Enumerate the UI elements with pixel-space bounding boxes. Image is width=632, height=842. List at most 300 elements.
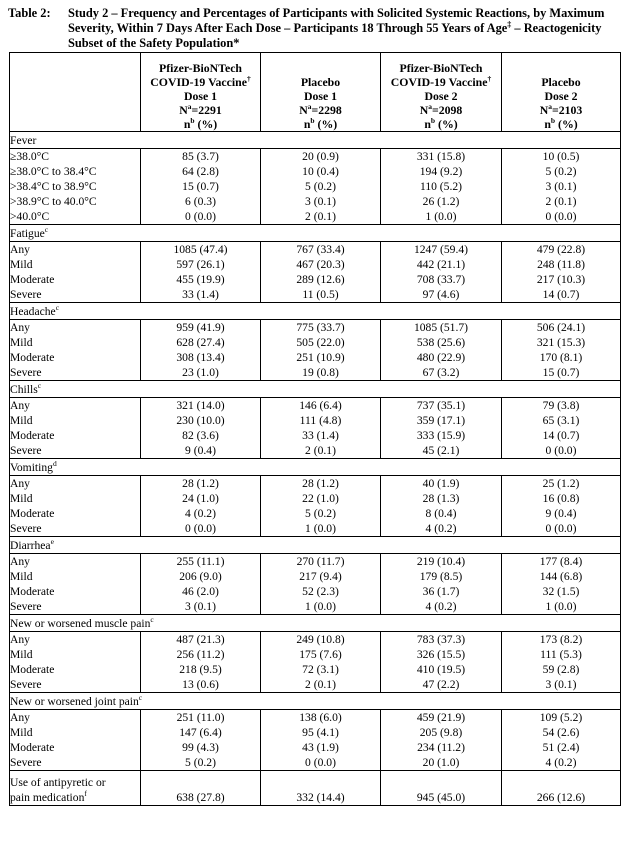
value-cell: 359 (17.1) (381, 413, 502, 428)
section-title (10, 132, 621, 149)
table-row (10, 725, 621, 740)
row-label: Mild (10, 569, 141, 584)
column-header (381, 53, 502, 132)
header-dose: Dose 2 (544, 89, 578, 103)
antipyretic-label-line1: Use of antipyretic or (10, 776, 106, 789)
value-cell: 4 (0.2) (381, 599, 502, 615)
value-cell: 20 (1.0) (381, 755, 502, 771)
value-cell: 479 (22.8) (502, 242, 621, 258)
section-header-row (10, 459, 621, 476)
value-cell: 43 (1.9) (261, 740, 381, 755)
row-label: Severe (10, 755, 141, 771)
value-cell: 410 (19.5) (381, 662, 502, 677)
value-cell: 36 (1.7) (381, 584, 502, 599)
value-cell: 175 (7.6) (261, 647, 381, 662)
header-unit-label: n (183, 117, 191, 131)
value-cell: 28 (1.3) (381, 491, 502, 506)
table-row (10, 164, 621, 179)
header-unit-label: n (424, 117, 431, 131)
section-title (10, 537, 621, 554)
section-title (10, 615, 621, 632)
table-row (10, 647, 621, 662)
value-cell: 15 (0.7) (141, 179, 261, 194)
value-cell: 173 (8.2) (502, 632, 621, 648)
table-row (10, 335, 621, 350)
value-cell: 289 (12.6) (261, 272, 381, 287)
table-row (10, 287, 621, 303)
section-title (10, 459, 621, 476)
header-line-unit (261, 117, 380, 131)
header-line-dose (261, 89, 380, 103)
value-cell: 10 (0.4) (261, 164, 381, 179)
header-line-group (141, 75, 260, 89)
value-cell: 111 (5.3) (502, 647, 621, 662)
value-cell: 26 (1.2) (381, 194, 502, 209)
table-row (10, 149, 621, 165)
value-cell: 775 (33.7) (261, 320, 381, 336)
row-label: Mild (10, 413, 141, 428)
table-row (10, 755, 621, 771)
value-cell: 20 (0.9) (261, 149, 381, 165)
table-title (68, 6, 624, 51)
value-cell: 170 (8.1) (502, 350, 621, 365)
value-cell: 234 (11.2) (381, 740, 502, 755)
table-row (10, 179, 621, 194)
value-cell: 0 (0.0) (141, 521, 261, 537)
table-title-sup: ‡ (507, 19, 512, 29)
value-cell: 14 (0.7) (502, 428, 621, 443)
table-row (10, 521, 621, 537)
value-cell: 467 (20.3) (261, 257, 381, 272)
value-cell: 4 (0.2) (502, 755, 621, 771)
row-label: Mild (10, 335, 141, 350)
value-cell: 255 (11.1) (141, 554, 261, 570)
section-title-text: Headache (10, 304, 56, 318)
value-cell: 67 (3.2) (381, 365, 502, 381)
header-n-sup: a (307, 102, 312, 112)
header-n-value: =2291 (191, 103, 222, 117)
value-cell: 82 (3.6) (141, 428, 261, 443)
header-dose: Dose 1 (183, 89, 218, 103)
table-row (10, 257, 621, 272)
value-cell: 25 (1.2) (502, 476, 621, 492)
value-cell: 217 (9.4) (261, 569, 381, 584)
value-cell: 455 (19.9) (141, 272, 261, 287)
header-unit-label: n (544, 117, 551, 131)
header-line-dose (502, 89, 620, 103)
value-cell: 2 (0.1) (502, 194, 621, 209)
section-title-sup: e (50, 536, 54, 546)
table-row (10, 677, 621, 693)
value-cell: 638 (27.8) (141, 771, 261, 806)
header-line-brand (381, 61, 501, 75)
value-cell: 783 (37.3) (381, 632, 502, 648)
value-cell: 217 (10.3) (502, 272, 621, 287)
row-label: ≥38.0°C (10, 149, 141, 165)
value-cell: 99 (4.3) (141, 740, 261, 755)
value-cell: 332 (14.4) (261, 771, 381, 806)
header-group-sup: † (246, 74, 251, 84)
value-cell: 16 (0.8) (502, 491, 621, 506)
reactions-table (9, 52, 621, 806)
section-header-row (10, 537, 621, 554)
row-label: >38.4°C to 38.9°C (10, 179, 141, 194)
row-label: Any (10, 554, 141, 570)
value-cell: 628 (27.4) (141, 335, 261, 350)
header-unit-sup: b (550, 116, 556, 126)
header-unit-value: (%) (435, 117, 458, 131)
value-cell: 219 (10.4) (381, 554, 502, 570)
column-header (502, 53, 621, 132)
row-label: Severe (10, 287, 141, 303)
header-unit-sup: b (430, 116, 436, 126)
row-label: Moderate (10, 740, 141, 755)
row-label: Mild (10, 491, 141, 506)
table-row (10, 428, 621, 443)
value-cell: 767 (33.4) (261, 242, 381, 258)
row-label: Severe (10, 365, 141, 381)
section-title-sup: c (44, 224, 49, 234)
row-label: Any (10, 632, 141, 648)
row-label: >40.0°C (10, 209, 141, 225)
value-cell: 79 (3.8) (502, 398, 621, 414)
section-title-text: Chills (10, 382, 38, 396)
value-cell: 24 (1.0) (141, 491, 261, 506)
row-label: Mild (10, 257, 141, 272)
header-line-group (261, 75, 380, 89)
value-cell: 3 (0.1) (141, 599, 261, 615)
header-line-group (381, 75, 501, 89)
header-n-label: N (299, 103, 308, 117)
header-line-dose (141, 89, 260, 103)
row-label: Moderate (10, 584, 141, 599)
value-cell: 194 (9.2) (381, 164, 502, 179)
column-header (261, 53, 381, 132)
row-label: Severe (10, 521, 141, 537)
header-n-sup: a (428, 102, 432, 112)
value-cell: 28 (1.2) (261, 476, 381, 492)
value-cell: 33 (1.4) (261, 428, 381, 443)
value-cell: 51 (2.4) (502, 740, 621, 755)
value-cell: 0 (0.0) (141, 209, 261, 225)
antipyretic-label (10, 771, 141, 806)
value-cell: 218 (9.5) (141, 662, 261, 677)
value-cell: 333 (15.9) (381, 428, 502, 443)
value-cell: 737 (35.1) (381, 398, 502, 414)
value-cell: 13 (0.6) (141, 677, 261, 693)
value-cell: 4 (0.2) (381, 521, 502, 537)
value-cell: 14 (0.7) (502, 287, 621, 303)
value-cell: 138 (6.0) (261, 710, 381, 726)
header-line-unit (502, 117, 620, 131)
section-title-text: Fatigue (10, 226, 45, 240)
table-row (10, 398, 621, 414)
value-cell: 1085 (51.7) (381, 320, 502, 336)
section-title-sup: c (150, 614, 154, 624)
value-cell: 33 (1.4) (141, 287, 261, 303)
row-label: >38.9°C to 40.0°C (10, 194, 141, 209)
section-header-row (10, 303, 621, 320)
value-cell: 308 (13.4) (141, 350, 261, 365)
value-cell: 111 (4.8) (261, 413, 381, 428)
value-cell: 321 (15.3) (502, 335, 621, 350)
value-cell: 0 (0.0) (502, 521, 621, 537)
value-cell: 46 (2.0) (141, 584, 261, 599)
row-label: Moderate (10, 428, 141, 443)
row-label: ≥38.0°C to 38.4°C (10, 164, 141, 179)
row-label: Any (10, 320, 141, 336)
header-unit-label: n (303, 117, 311, 131)
row-label: Severe (10, 599, 141, 615)
table-row (10, 365, 621, 381)
section-title-text: Fever (10, 133, 37, 147)
header-dose: Dose 1 (303, 89, 338, 103)
row-label: Moderate (10, 506, 141, 521)
table-header-row (10, 53, 621, 132)
table-row (10, 320, 621, 336)
value-cell: 2 (0.1) (261, 209, 381, 225)
section-title-text: Vomiting (10, 460, 53, 474)
table-row (10, 710, 621, 726)
row-label: Any (10, 398, 141, 414)
value-cell: 5 (0.2) (141, 755, 261, 771)
table-title-text-2: – Reactogenicity Subset of the Safety Population* (68, 21, 602, 50)
value-cell: 179 (8.5) (381, 569, 502, 584)
table-row (10, 350, 621, 365)
section-title-text: New or worsened muscle pain (10, 616, 151, 630)
header-line-unit (381, 117, 501, 131)
section-title-text: New or worsened joint pain (10, 694, 139, 708)
table-row (10, 554, 621, 570)
value-cell: 1 (0.0) (502, 599, 621, 615)
value-cell: 97 (4.6) (381, 287, 502, 303)
value-cell: 40 (1.9) (381, 476, 502, 492)
header-line-n (502, 103, 620, 117)
value-cell: 945 (45.0) (381, 771, 502, 806)
header-blank-cell (10, 53, 141, 132)
header-dose: Dose 2 (424, 89, 458, 103)
header-group: Placebo (300, 75, 341, 89)
header-group: COVID-19 Vaccine (150, 75, 247, 89)
table-row (10, 662, 621, 677)
header-n-sup: a (187, 102, 192, 112)
header-unit-value: (%) (314, 117, 338, 131)
value-cell: 270 (11.7) (261, 554, 381, 570)
section-title-sup: c (138, 692, 143, 702)
table-label: Table 2: (8, 6, 51, 20)
header-n-label: N (179, 103, 188, 117)
value-cell: 442 (21.1) (381, 257, 502, 272)
value-cell: 9 (0.4) (502, 506, 621, 521)
value-cell: 3 (0.1) (261, 194, 381, 209)
section-header-row (10, 615, 621, 632)
value-cell: 3 (0.1) (502, 179, 621, 194)
value-cell: 1 (0.0) (261, 521, 381, 537)
row-label: Severe (10, 443, 141, 459)
table-row (10, 413, 621, 428)
row-label: Any (10, 710, 141, 726)
value-cell: 47 (2.2) (381, 677, 502, 693)
value-cell: 65 (3.1) (502, 413, 621, 428)
row-label: Moderate (10, 272, 141, 287)
antipyretic-row (10, 771, 621, 806)
section-header-row (10, 132, 621, 149)
header-line-n (141, 103, 260, 117)
table-body (10, 132, 621, 806)
header-brand: Pfizer-BioNTech (399, 61, 483, 75)
value-cell: 597 (26.1) (141, 257, 261, 272)
value-cell: 10 (0.5) (502, 149, 621, 165)
value-cell: 2 (0.1) (261, 443, 381, 459)
value-cell: 72 (3.1) (261, 662, 381, 677)
section-title-sup: c (55, 302, 60, 312)
value-cell: 505 (22.0) (261, 335, 381, 350)
value-cell: 64 (2.8) (141, 164, 261, 179)
value-cell: 2 (0.1) (261, 677, 381, 693)
table-caption (8, 6, 624, 51)
value-cell: 177 (8.4) (502, 554, 621, 570)
section-header-row (10, 381, 621, 398)
value-cell: 1 (0.0) (261, 599, 381, 615)
value-cell: 230 (10.0) (141, 413, 261, 428)
value-cell: 11 (0.5) (261, 287, 381, 303)
section-header-row (10, 693, 621, 710)
value-cell: 0 (0.0) (261, 755, 381, 771)
header-line-group (502, 75, 620, 89)
header-n-label: N (539, 103, 549, 117)
value-cell: 5 (0.2) (502, 164, 621, 179)
value-cell: 5 (0.2) (261, 179, 381, 194)
value-cell: 708 (33.7) (381, 272, 502, 287)
value-cell: 506 (24.1) (502, 320, 621, 336)
section-header-row (10, 225, 621, 242)
header-unit-sup: b (190, 116, 195, 126)
value-cell: 1085 (47.4) (141, 242, 261, 258)
value-cell: 251 (11.0) (141, 710, 261, 726)
row-label: Severe (10, 677, 141, 693)
value-cell: 28 (1.2) (141, 476, 261, 492)
header-line-dose (381, 89, 501, 103)
section-title (10, 693, 621, 710)
value-cell: 249 (10.8) (261, 632, 381, 648)
value-cell: 959 (41.9) (141, 320, 261, 336)
row-label: Moderate (10, 350, 141, 365)
header-n-sup: a (548, 102, 552, 112)
value-cell: 256 (11.2) (141, 647, 261, 662)
value-cell: 1247 (59.4) (381, 242, 502, 258)
value-cell: 54 (2.6) (502, 725, 621, 740)
header-group: COVID-19 Vaccine (390, 75, 488, 89)
value-cell: 487 (21.3) (141, 632, 261, 648)
value-cell: 95 (4.1) (261, 725, 381, 740)
column-header (141, 53, 261, 132)
value-cell: 459 (21.9) (381, 710, 502, 726)
table-row (10, 599, 621, 615)
value-cell: 266 (12.6) (502, 771, 621, 806)
header-n-label: N (419, 103, 429, 117)
table-row (10, 506, 621, 521)
header-line-n (381, 103, 501, 117)
header-line-n (261, 103, 380, 117)
value-cell: 85 (3.7) (141, 149, 261, 165)
value-cell: 248 (11.8) (502, 257, 621, 272)
table-row (10, 272, 621, 287)
table-row (10, 740, 621, 755)
row-label: Moderate (10, 662, 141, 677)
value-cell: 480 (22.9) (381, 350, 502, 365)
value-cell: 538 (25.6) (381, 335, 502, 350)
row-label: Any (10, 242, 141, 258)
value-cell: 15 (0.7) (502, 365, 621, 381)
value-cell: 22 (1.0) (261, 491, 381, 506)
value-cell: 331 (15.8) (381, 149, 502, 165)
value-cell: 23 (1.0) (141, 365, 261, 381)
row-label: Mild (10, 647, 141, 662)
header-unit-value: (%) (194, 117, 218, 131)
value-cell: 19 (0.8) (261, 365, 381, 381)
value-cell: 5 (0.2) (261, 506, 381, 521)
table-row (10, 194, 621, 209)
section-title-text: Diarrhea (10, 538, 51, 552)
table-row (10, 584, 621, 599)
value-cell: 52 (2.3) (261, 584, 381, 599)
value-cell: 6 (0.3) (141, 194, 261, 209)
section-title (10, 381, 621, 398)
value-cell: 1 (0.0) (381, 209, 502, 225)
antipyretic-label-line2: pain medication (10, 791, 85, 804)
value-cell: 144 (6.8) (502, 569, 621, 584)
antipyretic-label-sup: f (84, 789, 87, 799)
value-cell: 251 (10.9) (261, 350, 381, 365)
value-cell: 146 (6.4) (261, 398, 381, 414)
table-row (10, 569, 621, 584)
header-group: Placebo (541, 75, 581, 89)
value-cell: 110 (5.2) (381, 179, 502, 194)
value-cell: 0 (0.0) (502, 209, 621, 225)
header-unit-value: (%) (555, 117, 578, 131)
value-cell: 147 (6.4) (141, 725, 261, 740)
header-n-value: =2098 (431, 103, 463, 117)
table-row (10, 443, 621, 459)
value-cell: 206 (9.0) (141, 569, 261, 584)
value-cell: 8 (0.4) (381, 506, 502, 521)
value-cell: 59 (2.8) (502, 662, 621, 677)
header-line-brand (141, 61, 260, 75)
table-row (10, 491, 621, 506)
section-title-sup: c (37, 380, 42, 390)
row-label: Any (10, 476, 141, 492)
header-n-value: =2103 (551, 103, 583, 117)
table-title-text: Study 2 – Frequency and Percentages of Participants with Solicited Systemic Reactions, by Maximum Severity, Within 7 Days After Each Dose – Participants 18 Through 55 Years of Age (68, 6, 605, 35)
value-cell: 3 (0.1) (502, 677, 621, 693)
section-title (10, 225, 621, 242)
section-title (10, 303, 621, 320)
value-cell: 45 (2.1) (381, 443, 502, 459)
table-row (10, 242, 621, 258)
value-cell: 4 (0.2) (141, 506, 261, 521)
value-cell: 321 (14.0) (141, 398, 261, 414)
table-row (10, 209, 621, 225)
header-group-sup: † (487, 74, 492, 84)
header-line-unit (141, 117, 260, 131)
row-label: Mild (10, 725, 141, 740)
value-cell: 0 (0.0) (502, 443, 621, 459)
value-cell: 326 (15.5) (381, 647, 502, 662)
table-row (10, 632, 621, 648)
value-cell: 205 (9.8) (381, 725, 502, 740)
value-cell: 109 (5.2) (502, 710, 621, 726)
section-title-sup: d (52, 458, 57, 468)
